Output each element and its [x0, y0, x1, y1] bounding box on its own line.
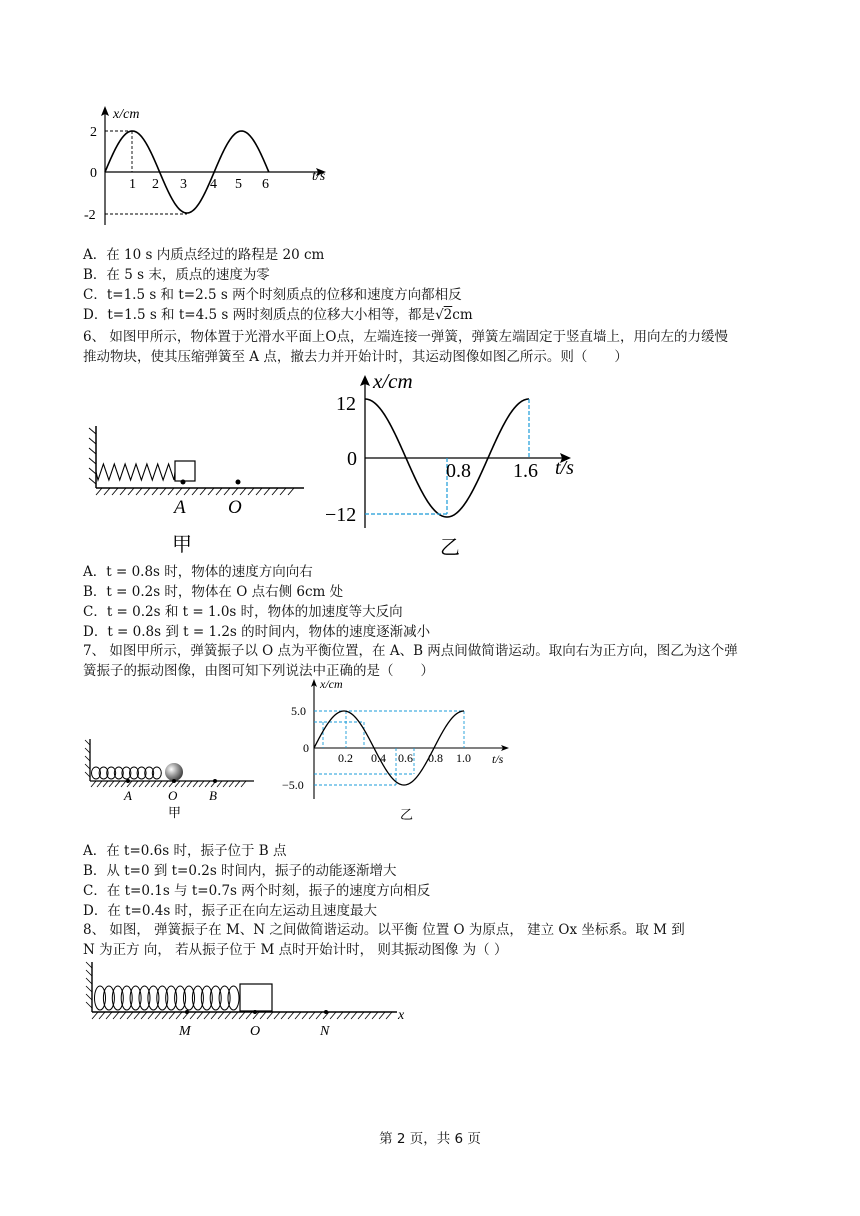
q8-stem	[83, 920, 813, 960]
question-number: 7、	[83, 643, 106, 659]
q7-xtick: 0.8	[428, 751, 443, 765]
option-letter: C．	[83, 883, 107, 899]
q6-figure-right	[325, 368, 595, 560]
q7-xtick: 0.4	[371, 751, 386, 765]
option-letter: C．	[83, 604, 107, 620]
q6-xtick: 0.8	[446, 460, 471, 482]
q7-ylabel: x/cm	[320, 677, 343, 691]
q7-xlabel: t/s	[492, 752, 504, 766]
option-text: t=1.5 s 和 t=4.5 s 两时刻质点的位移大小相等，都是	[107, 307, 436, 323]
q5-xtick: 1	[129, 177, 136, 192]
q6-ytick: 12	[336, 393, 356, 415]
option-text: 在 t=0.6s 时，振子位于 B 点	[106, 843, 287, 859]
q5-option-d	[83, 306, 473, 324]
label-O: O	[168, 788, 178, 803]
q6-xlabel: t/s	[555, 457, 574, 479]
option-letter: A．	[83, 247, 107, 263]
label-O: O	[250, 1024, 261, 1039]
q5-xtick: 6	[262, 177, 269, 192]
stem-line: 推动物块，使其压缩弹簧至 A 点，撤去力并开始计时，其运动图像如图乙所示。则（ ）	[83, 349, 628, 365]
q7-option-b	[83, 862, 397, 880]
q7-xtick: 0.6	[398, 751, 413, 765]
label-A: A	[124, 788, 132, 803]
q7-option-c	[83, 882, 430, 900]
stem-line: N 为正方 向， 若从振子位于 M 点时开始计时， 则其振动图像 为（ ）	[83, 942, 508, 958]
option-letter: A．	[83, 564, 107, 580]
option-text: t = 0.2s 时，物体在 O 点右侧 6cm 处	[106, 584, 344, 600]
option-text: 在 t=0.4s 时，振子正在向左运动且速度最大	[107, 903, 378, 919]
label-x: x	[398, 1008, 405, 1023]
option-text: 从 t=0 到 t=0.2s 时间内，振子的动能逐渐增大	[106, 863, 397, 879]
q5-option-a	[83, 246, 324, 264]
option-letter: B．	[83, 267, 107, 283]
q6-ylabel: x/cm	[373, 369, 413, 393]
option-text: 在 5 s 末，质点的速度为零	[106, 267, 270, 283]
label-A: A	[174, 497, 186, 518]
option-text: 在 t=0.1s 与 t=0.7s 两个时刻，振子的速度方向相反	[106, 883, 431, 899]
q5-xtick: 3	[180, 177, 187, 192]
label-N: N	[320, 1024, 330, 1039]
label-B: B	[209, 788, 217, 803]
q5-ytick: -2	[84, 208, 96, 223]
question-number: 6、	[83, 329, 106, 345]
option-letter: B．	[83, 863, 107, 879]
stem-line: 如图， 弹簧振子在 M、N 之间做简谐运动。以平衡 位置 O 为原点， 建立 Ox 坐标系。取 M 到	[109, 922, 685, 938]
q5-graph	[80, 100, 340, 230]
q6-ytick: 0	[347, 448, 357, 470]
option-letter: C．	[83, 287, 107, 303]
q6-ytick: −12	[325, 504, 357, 526]
q7-figure-left	[82, 735, 262, 825]
option-letter: D．	[83, 624, 108, 640]
q7-xtick: 1.0	[456, 751, 471, 765]
caption-jia: 甲	[168, 805, 182, 820]
q5-ytick: 0	[90, 166, 97, 181]
label-M: M	[179, 1024, 191, 1039]
q5-xlabel: t/s	[312, 169, 326, 184]
q7-xtick: 0.2	[338, 751, 353, 765]
stem-line: 如图甲所示，物体置于光滑水平面上O点，左端连接一弹簧，弹簧左端固定于竖直墙上，用向左的力缓慢	[109, 329, 728, 345]
caption-yi: 乙	[440, 537, 460, 559]
caption-jia: 甲	[172, 534, 192, 556]
stem-line: 如图甲所示，弹簧振子以 O 点为平衡位置，在 A、B 两点间做简谐运动。取向右为正方向，图乙为这个弹	[109, 643, 738, 659]
option-letter: D．	[83, 903, 108, 919]
caption-yi: 乙	[400, 807, 414, 822]
q6-xtick: 1.6	[513, 460, 538, 482]
stem-line: 簧振子的振动图像，由图可知下列说法中正确的是（ ）	[83, 663, 434, 679]
q7-ytick: −5.0	[282, 778, 304, 792]
q6-option-c	[83, 603, 403, 621]
option-text: t=1.5 s 和 t=2.5 s 两个时刻质点的位移和速度方向都相反	[106, 287, 462, 303]
option-text: t = 0.8s 时，物体的速度方向向右	[106, 564, 313, 580]
q6-figure-left	[82, 420, 312, 560]
q7-ytick: 5.0	[291, 704, 306, 718]
q8-figure	[82, 958, 422, 1040]
q7-ytick: 0	[303, 741, 309, 755]
q6-option-b	[83, 583, 343, 601]
q5-ylabel: x/cm	[113, 107, 140, 122]
q5-xtick: 2	[152, 177, 159, 192]
q7-option-d	[83, 902, 377, 920]
option-letter: B．	[83, 584, 107, 600]
q5-option-c	[83, 286, 462, 304]
q7-figure-right	[280, 675, 520, 825]
option-letter: D．	[83, 307, 108, 323]
q6-option-d	[83, 623, 430, 641]
q5-option-b	[83, 266, 270, 284]
page-footer: 第 2 页，共 6 页	[379, 1131, 481, 1147]
q6-stem	[83, 327, 813, 367]
q5-xtick: 4	[210, 177, 217, 192]
option-letter: A．	[83, 843, 107, 859]
sqrt-value: 2	[443, 307, 453, 323]
q5-ytick: 2	[90, 125, 97, 140]
q6-option-a	[83, 563, 313, 581]
option-unit: cm	[452, 307, 473, 323]
question-number: 8、	[83, 922, 106, 938]
label-O: O	[228, 497, 242, 518]
option-text: 在 10 s 内质点经过的路程是 20 cm	[106, 247, 325, 263]
option-text: t = 0.8s 到 t = 1.2s 的时间内，物体的速度逐渐减小	[107, 624, 431, 640]
q5-xtick: 5	[235, 177, 242, 192]
q7-option-a	[83, 842, 286, 860]
option-text: t = 0.2s 和 t = 1.0s 时，物体的加速度等大反向	[106, 604, 403, 620]
sqrt-symbol: √2	[435, 307, 453, 323]
